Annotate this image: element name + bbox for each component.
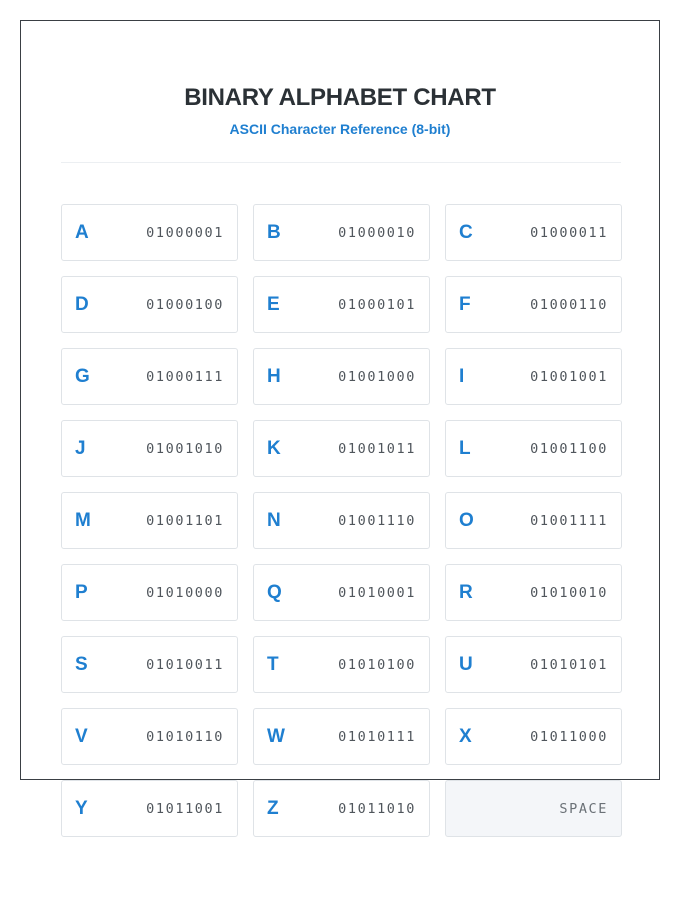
char-card-d[interactable] bbox=[61, 276, 238, 333]
char-letter: U bbox=[459, 653, 473, 675]
char-binary: 01001001 bbox=[530, 368, 608, 385]
char-card-o[interactable] bbox=[445, 492, 622, 549]
page-subtitle: ASCII Character Reference (8-bit) bbox=[229, 121, 451, 137]
char-binary: 01011000 bbox=[530, 728, 608, 745]
char-card-h[interactable] bbox=[253, 348, 430, 405]
char-card-p[interactable] bbox=[61, 564, 238, 621]
char-card-e[interactable] bbox=[253, 276, 430, 333]
char-card-k[interactable] bbox=[253, 420, 430, 477]
char-binary: 01000001 bbox=[146, 224, 224, 241]
char-binary: 01001010 bbox=[146, 440, 224, 457]
char-letter: O bbox=[459, 509, 474, 531]
char-letter: X bbox=[459, 725, 472, 747]
char-letter: D bbox=[75, 293, 89, 315]
char-letter: Q bbox=[267, 581, 282, 603]
char-card-y[interactable] bbox=[61, 780, 238, 837]
char-binary: 01010011 bbox=[146, 656, 224, 673]
char-binary: 01001101 bbox=[146, 512, 224, 529]
page-title: BINARY ALPHABET CHART bbox=[184, 84, 496, 111]
char-letter: F bbox=[459, 293, 471, 315]
char-binary: 01001100 bbox=[530, 440, 608, 457]
char-card-c[interactable] bbox=[445, 204, 622, 261]
character-grid bbox=[61, 204, 621, 837]
char-binary: 01001111 bbox=[530, 512, 608, 529]
char-card-i[interactable] bbox=[445, 348, 622, 405]
char-letter: J bbox=[75, 437, 86, 459]
char-card-v[interactable] bbox=[61, 708, 238, 765]
char-binary: 01000111 bbox=[146, 368, 224, 385]
char-letter: V bbox=[75, 725, 88, 747]
char-binary: 01010000 bbox=[146, 584, 224, 601]
char-letter: N bbox=[267, 509, 281, 531]
char-letter: B bbox=[267, 221, 281, 243]
char-binary: 01010110 bbox=[146, 728, 224, 745]
char-binary: 01001000 bbox=[338, 368, 416, 385]
char-card-w[interactable] bbox=[253, 708, 430, 765]
char-letter: S bbox=[75, 653, 88, 675]
char-card-u[interactable] bbox=[445, 636, 622, 693]
char-letter: E bbox=[267, 293, 280, 315]
char-binary: 01001011 bbox=[338, 440, 416, 457]
char-card-r[interactable] bbox=[445, 564, 622, 621]
char-letter: H bbox=[267, 365, 281, 387]
char-letter: K bbox=[267, 437, 281, 459]
char-card-j[interactable] bbox=[61, 420, 238, 477]
char-card-b[interactable] bbox=[253, 204, 430, 261]
char-letter: Z bbox=[267, 797, 279, 819]
char-binary: 01010100 bbox=[338, 656, 416, 673]
char-letter: M bbox=[75, 509, 91, 531]
char-letter: P bbox=[75, 581, 88, 603]
char-binary: 01010010 bbox=[530, 584, 608, 601]
char-binary: 01001110 bbox=[338, 512, 416, 529]
char-letter: Y bbox=[75, 797, 88, 819]
space-card[interactable] bbox=[445, 780, 622, 837]
char-card-f[interactable] bbox=[445, 276, 622, 333]
char-card-a[interactable] bbox=[61, 204, 238, 261]
char-binary: 01010101 bbox=[530, 656, 608, 673]
char-letter: L bbox=[459, 437, 471, 459]
char-card-m[interactable] bbox=[61, 492, 238, 549]
char-binary: 01010111 bbox=[338, 728, 416, 745]
char-card-z[interactable] bbox=[253, 780, 430, 837]
char-card-x[interactable] bbox=[445, 708, 622, 765]
char-binary: 01000100 bbox=[146, 296, 224, 313]
char-card-t[interactable] bbox=[253, 636, 430, 693]
char-binary: SPACE bbox=[559, 800, 608, 817]
char-binary: 01000110 bbox=[530, 296, 608, 313]
char-letter: I bbox=[459, 365, 465, 387]
char-binary: 01000010 bbox=[338, 224, 416, 241]
char-letter: A bbox=[75, 221, 89, 243]
char-letter: T bbox=[267, 653, 279, 675]
char-card-g[interactable] bbox=[61, 348, 238, 405]
char-letter: W bbox=[267, 725, 285, 747]
char-binary: 01011001 bbox=[146, 800, 224, 817]
char-binary: 01000101 bbox=[338, 296, 416, 313]
char-card-q[interactable] bbox=[253, 564, 430, 621]
char-letter: C bbox=[459, 221, 473, 243]
char-binary: 01000011 bbox=[530, 224, 608, 241]
char-binary: 01011010 bbox=[338, 800, 416, 817]
header-divider bbox=[61, 162, 621, 163]
char-card-s[interactable] bbox=[61, 636, 238, 693]
char-binary: 01010001 bbox=[338, 584, 416, 601]
char-letter: R bbox=[459, 581, 473, 603]
char-card-n[interactable] bbox=[253, 492, 430, 549]
char-letter: G bbox=[75, 365, 90, 387]
char-card-l[interactable] bbox=[445, 420, 622, 477]
